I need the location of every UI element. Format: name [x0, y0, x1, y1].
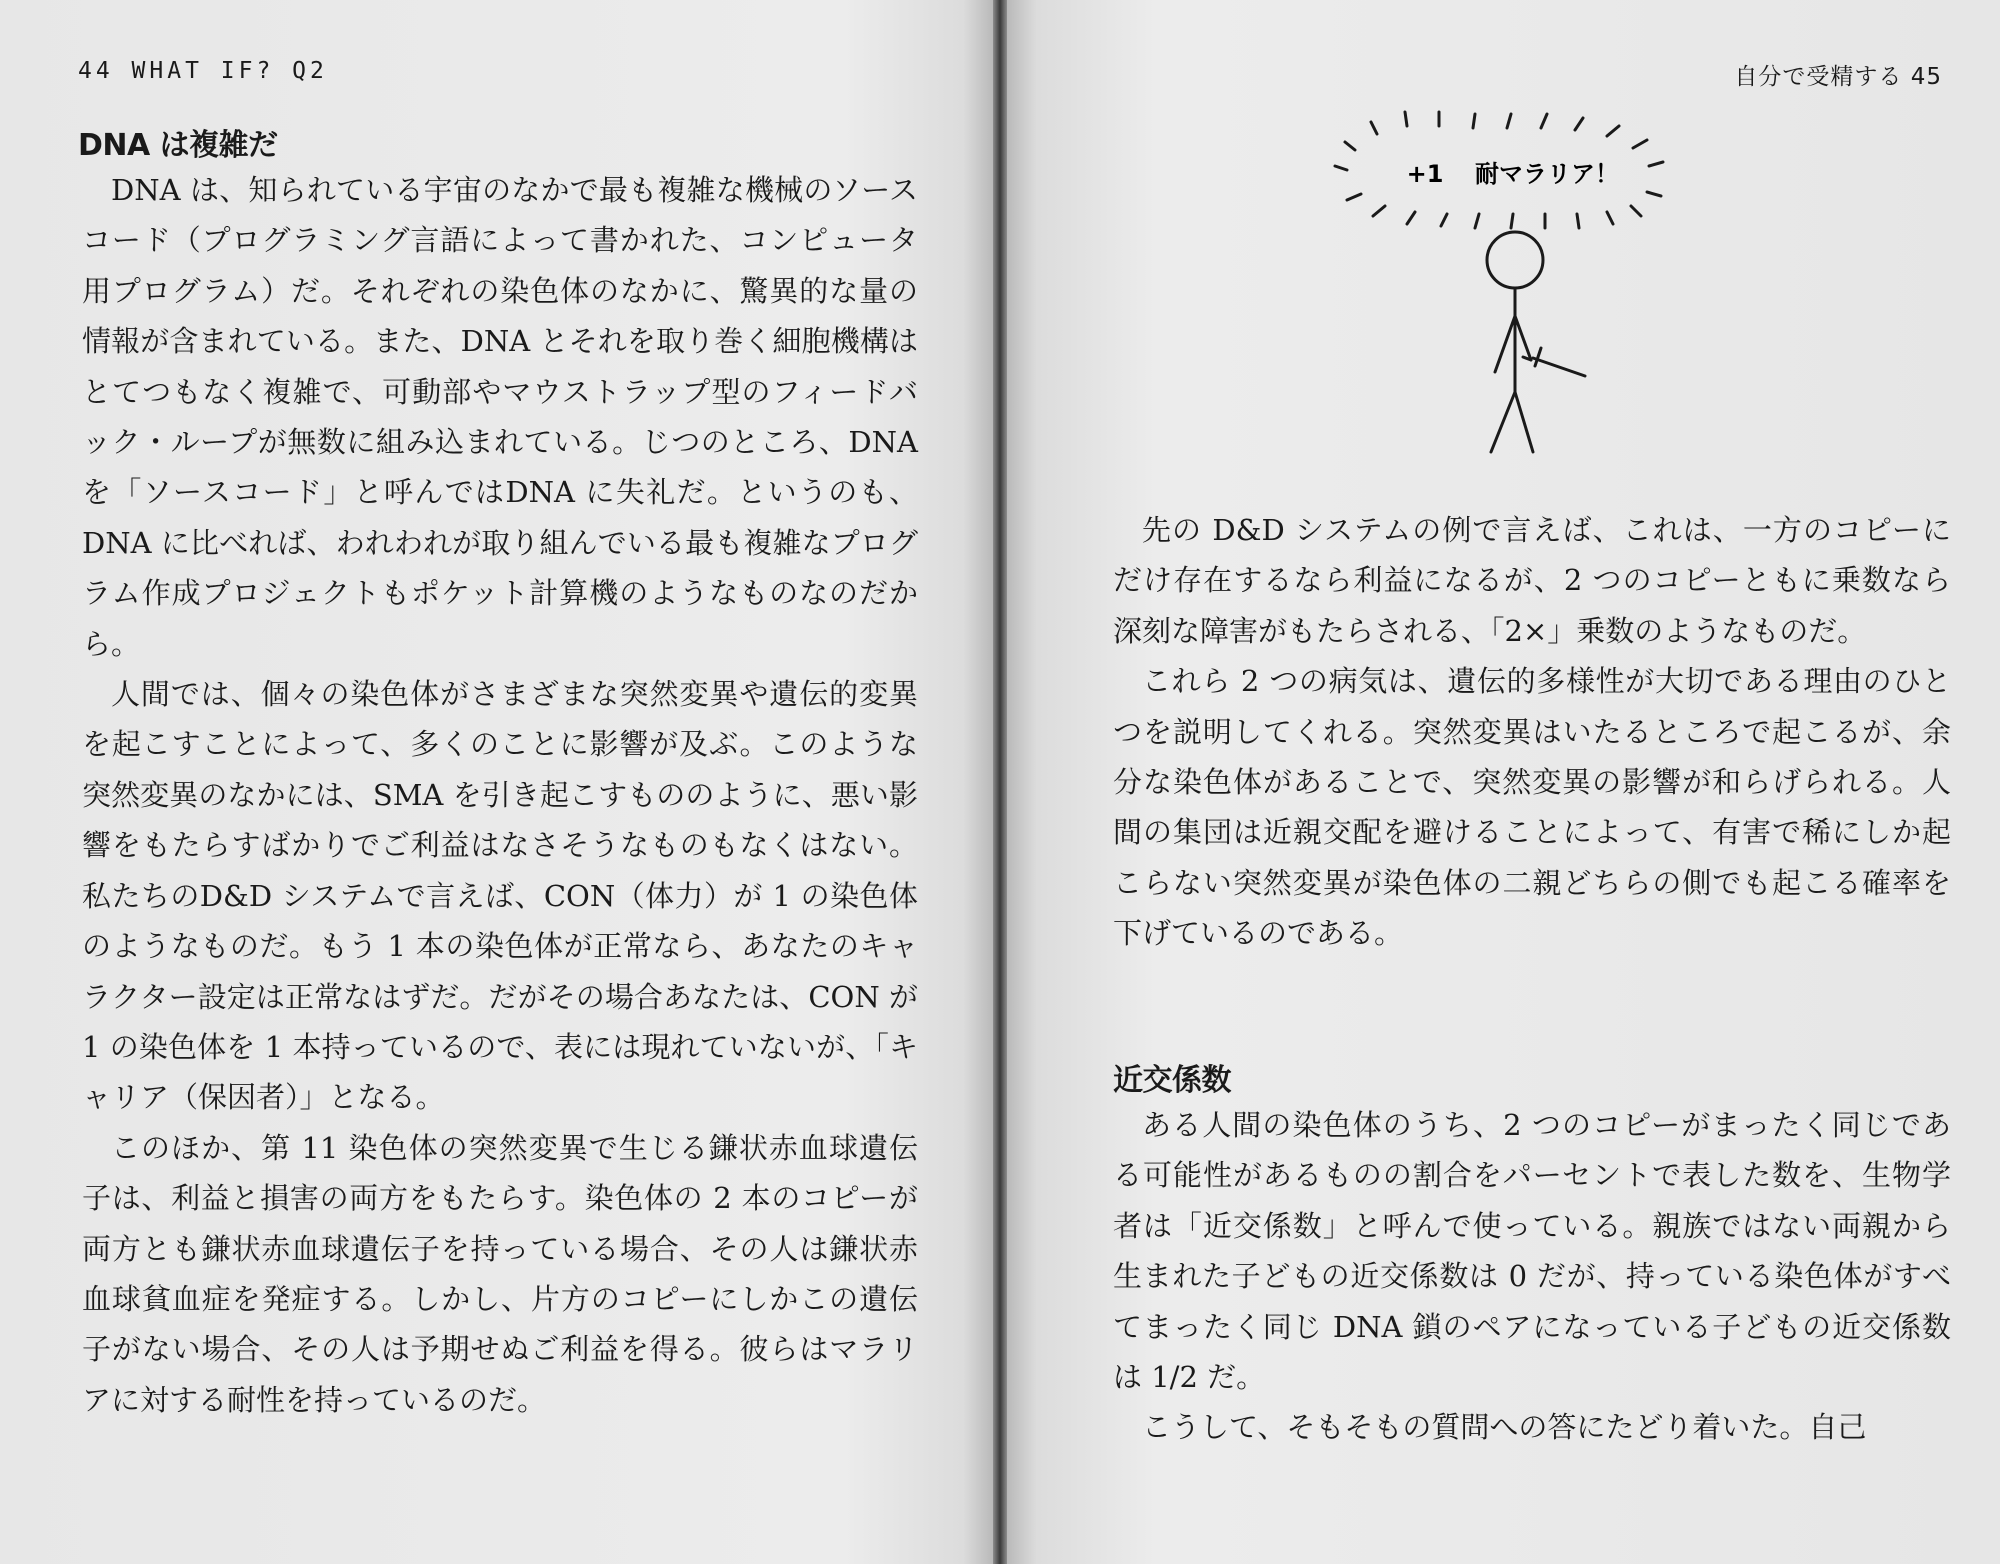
stick-figure-illustration [1327, 110, 1727, 470]
paragraph: このほか、第 11 染色体の突然変異で生じる鎌状赤血球遺伝子は、利益と損害の両方をもたらす。染色体の 2 本のコピーが両方とも鎌状赤血球遺伝子を持っている場合、その人は鎌状赤血球貧血症を発症する。しかし、片方のコピーにしかこの遺伝子がない場合、その人は予期せぬご利益を得る。彼らはマラリアに対する耐性を持っているのだ。 [82, 1130, 918, 1417]
right-body-text-top [1113, 505, 1951, 959]
section-heading-inbreeding: 近交係数 [1113, 1063, 1231, 1098]
book-gutter [993, 0, 1007, 1564]
paragraph: これら 2 つの病気は、遺伝的多様性が大切である理由のひとつを説明してくれる。突然変異はいたるところで起こるが、余分な染色体があることで、突然変異の影響が和らげられる。人間の集団は近親交配を避けることによって、有害で稀にしか起こらない突然変異が染色体の二親どちらの側でも起こる確率を下げているのである。 [1113, 664, 1951, 951]
running-head-left: 44 WHAT IF? Q2 [78, 58, 328, 84]
left-page [0, 0, 993, 1564]
left-body-text [82, 165, 918, 1425]
paragraph: DNA は、知られている宇宙のなかで最も複雑な機械のソースコード（プログラミング言語によって書かれた、コンピュータ用プログラム）だ。それぞれの染色体のなかに、驚異的な量の情報が含まれている。また、DNA とそれを取り巻く細胞機構はとてつもなく複雑で、可動部やマウストラップ型のフィードバック・ループが無数に組み込まれている。じつのところ、DNA を「ソースコード」と呼んではDNA に失礼だ。というのも、DNA に比べれば、われわれが取り組んでいる最も複雑なプログラム作成プロジェクトもポケット計算機のようなものなのだから。 [82, 173, 918, 661]
section-heading-dna: DNA は複雑だ [78, 128, 278, 163]
paragraph: 先の D&D システムの例で言えば、これは、一方のコピーにだけ存在するなら利益になるが、2 つのコピーともに乗数なら深刻な障害がもたらされる、「2×」乗数のようなものだ。 [1113, 513, 1951, 648]
malaria-resistance-label: 耐マラリア！ [1475, 160, 1619, 188]
stick-figure [1487, 232, 1543, 452]
right-body-text-bottom [1113, 1100, 1951, 1453]
right-page [1007, 0, 2000, 1564]
paragraph: こうして、そもそもの質問への答にたどり着いた。自己 [1142, 1410, 1867, 1445]
paragraph: ある人間の染色体のうち、2 つのコピーがまったく同じである可能性があるものの割合をパーセントで表した数を、生物学者は「近交係数」と呼んで使っている。親族ではない両親から生まれた子どもの近交係数は 0 だが、持っている染色体がすべてまったく同じ DNA 鎖のペアになっている子どもの近交係数は 1/2 だ。 [1113, 1108, 1951, 1395]
paragraph: 人間では、個々の染色体がさまざまな突然変異や遺伝的変異を起こすことによって、多くのことに影響が及ぶ。このような突然変異のなかには、SMA を引き起こすもののように、悪い影響をもたらすばかりでご利益はなさそうなものもなくはない。私たちのD&D システムで言えば、CON（体力）が 1 の染色体のようなものだ。もう 1 本の染色体が正常なら、あなたのキャラクター設定は正常なはずだ。だがその場合あなたは、CON が 1 の染色体を 1 本持っているので、表には現れていないが、「キャリア（保因者）」となる。 [82, 677, 918, 1115]
sword-icon [1523, 348, 1585, 376]
running-head-right: 自分で受精する 45 [1734, 64, 1942, 90]
bonus-label: +1 [1406, 160, 1444, 188]
